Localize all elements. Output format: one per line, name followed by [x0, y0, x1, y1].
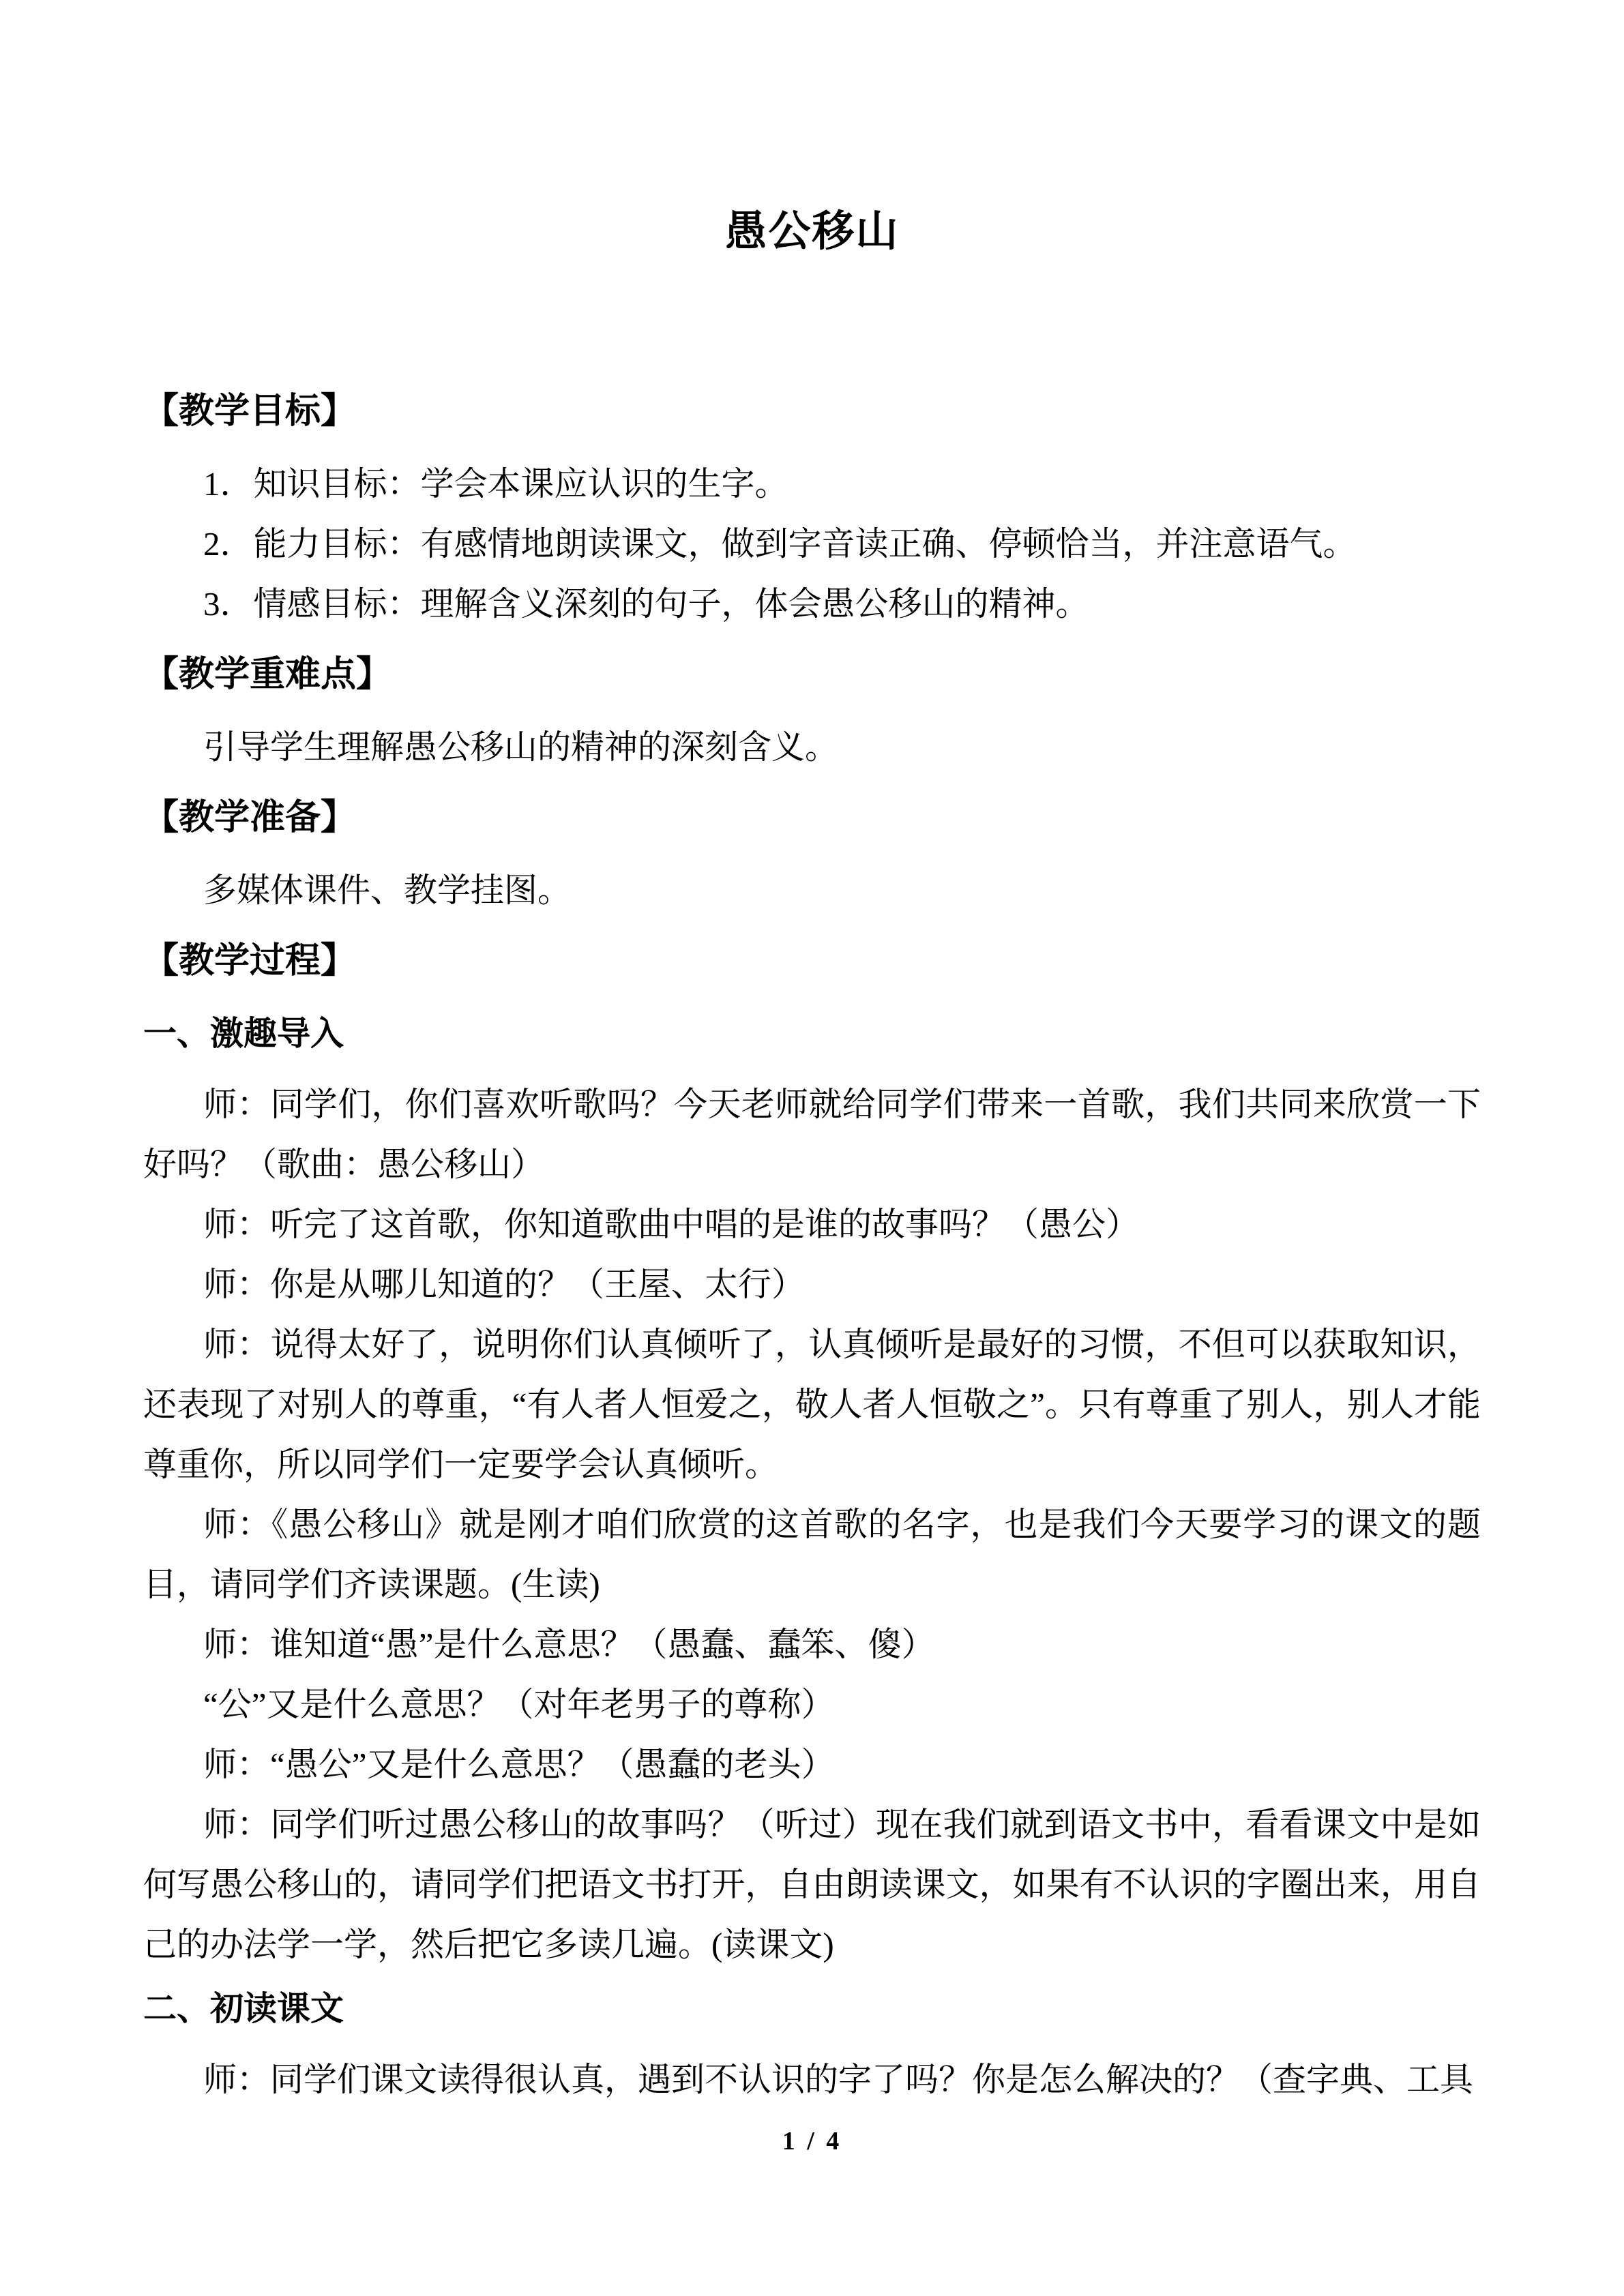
paragraph: 师：谁知道“愚”是什么意思？（愚蠢、蠢笨、傻）: [203, 1626, 935, 1663]
paragraph: 师：听完了这首歌，你知道歌曲中唱的是谁的故事吗？（愚公）: [203, 1206, 1140, 1243]
section-heading: 【教学过程】: [143, 942, 357, 981]
paragraph: “公”又是什么意思？（对年老男子的尊称）: [203, 1686, 835, 1723]
subsection-heading: 二、初读课文: [143, 1990, 344, 2027]
objective-item: 2．能力目标：有感情地朗读课文，做到字音读正确、停顿恰当，并注意语气。: [203, 525, 1357, 563]
page-number: 1 / 4: [782, 2127, 842, 2156]
section-heading: 【教学目标】: [143, 392, 357, 431]
section-heading: 【教学准备】: [143, 799, 357, 837]
paragraph: 师：“愚公”又是什么意思？（愚蠢的老头）: [203, 1746, 835, 1783]
document-title: 愚公移山: [724, 209, 900, 255]
objective-item: 1．知识目标：学会本课应认识的生字。: [203, 465, 788, 503]
paragraph: 引导学生理解愚公移山的精神的深刻含义。: [203, 728, 839, 766]
paragraph: 师：同学们听过愚公移山的故事吗？（听过）现在我们就到语文书中，看看课文中是如何写愚公移山的，请同学们把语文书打开，自由朗读课文，如果有不认识的字圈出来，用自己的办法学一学，然后把它多读几遍。(读课文): [143, 1806, 1481, 1963]
paragraph: 师：说得太好了，说明你们认真倾听了，认真倾听是最好的习惯，不但可以获取知识，还表现了对别人的尊重，“有人者人恒爱之，敬人者人恒敬之”。只有尊重了别人，别人才能尊重你，所以同学们一定要学会认真倾听。: [143, 1326, 1481, 1483]
paragraph: 师：同学们课文读得很认真，遇到不认识的字了吗？你是怎么解决的？（查字典、工具: [203, 2061, 1474, 2098]
subsection-heading: 一、激趣导入: [143, 1015, 344, 1052]
paragraph: 多媒体课件、教学挂图。: [203, 871, 572, 909]
page-footer: [0, 2126, 1624, 2156]
paragraph: 师：同学们，你们喜欢听歌吗？今天老师就给同学们带来一首歌，我们共同来欣赏一下好吗？（歌曲：愚公移山）: [143, 1086, 1481, 1183]
section-heading: 【教学重难点】: [143, 655, 392, 694]
paragraph: 师：《愚公移山》就是刚才咱们欣赏的这首歌的名字，也是我们今天要学习的课文的题目，请同学们齐读课题。(生读): [143, 1506, 1481, 1603]
objective-item: 3．情感目标：理解含义深刻的句子，体会愚公移山的精神。: [203, 585, 1089, 623]
document-body: [143, 382, 1481, 2110]
paragraph: 师：你是从哪儿知道的？（王屋、太行）: [203, 1266, 806, 1303]
